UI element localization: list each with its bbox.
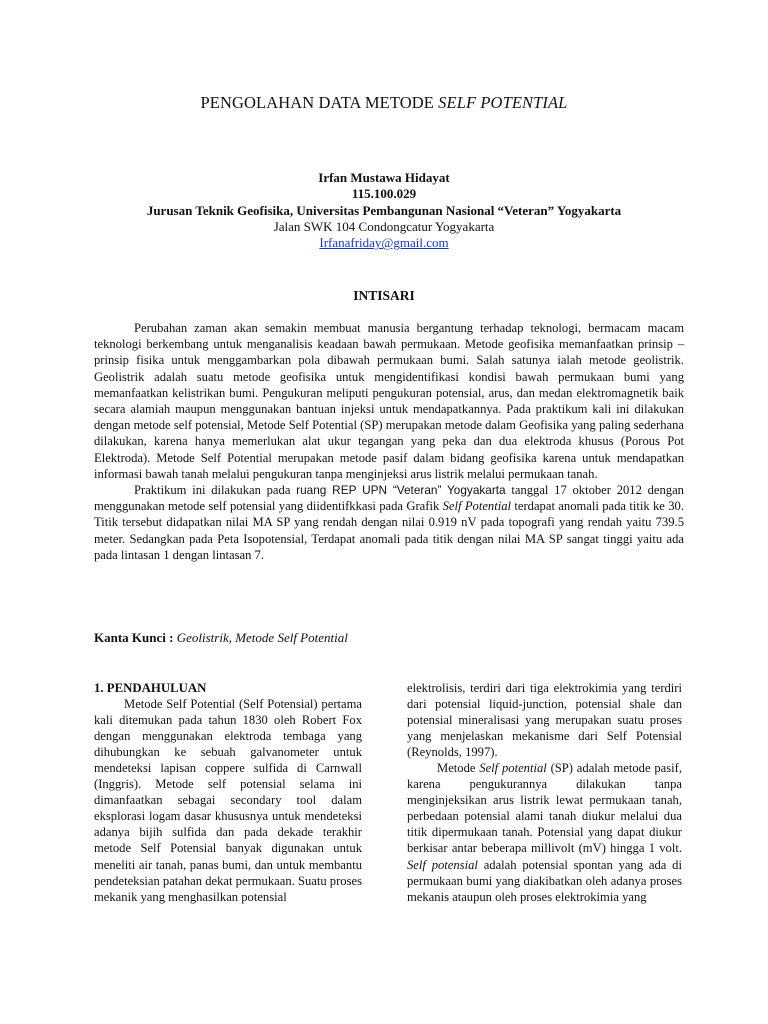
section-1-paragraph-2: elektrolisis, terdiri dari tiga elektrokimia yang terdiri dari potensial liquid-junction, potensial shale dan potensial mineralisasi yang merupakan suatu proses yang menjelaskan mekanisme dari Self Potensial (Reynolds, 1997).	[407, 681, 682, 760]
section-1-heading: 1. PENDAHULUAN	[94, 681, 207, 695]
section-1-p3-part-a: Metode	[437, 761, 476, 776]
column-left	[94, 680, 362, 905]
abstract-body	[94, 320, 684, 563]
author-name: Irfan Mustawa Hidayat	[318, 170, 450, 185]
abstract-p2-part-c: terdapat anomali pada titik ke 30. Titik tersebut didapatkan nilai MA SP yang rendah dengan nilai 0.919 nV pada topografi yang rendah yaitu 739.5 meter. Sedangkan pada Peta Isopotensial, Terdapat anomali pada titik dengan nilai MA SP sangat tinggi yaitu ada pada lintasan 1 dengan lintasan 7.	[94, 499, 684, 562]
keywords-value: Geolistrik, Metode Self Potential	[176, 630, 348, 645]
column-right	[407, 680, 682, 905]
title-italic: SELF POTENTIAL	[438, 93, 568, 112]
author-id: 115.100.029	[351, 186, 417, 202]
abstract-p2-part-a: Praktikum ini dilakukan pada	[134, 483, 291, 498]
paper-title	[0, 93, 768, 113]
keywords-line	[94, 630, 684, 646]
section-1-p3-italic-2: Self potensial	[407, 857, 478, 872]
keywords-label: Kanta Kunci :	[94, 630, 174, 645]
author-email-link[interactable]: Irfanafriday@gmail.com	[319, 235, 449, 251]
section-1-paragraph-3	[407, 760, 682, 904]
section-1-p3-part-b: (SP) adalah metode pasif, karena pengukurannya dilakukan tanpa menginjeksikan arus listrik lewat permukaan tanah, perbedaan potensial alami tanah diukur melalui dua titik dipermukaan tanah. Potensial yang dapat diukur berkisar antar beberapa millivolt (mV) hingga 1 volt.	[407, 761, 682, 856]
section-1-paragraph-1: Metode Self Potential (Self Potensial) pertama kali ditemukan pada tahun 1830 oleh Robert Fox dengan menggunakan elektroda tembaga yang dihubungkan ke sebuah galvanometer untuk mendeteksi lapisan coppere sulfida di Carnwall (Inggris). Metode self potensial selama ini dimanfaatkan sebagai secondary tool dalam eksplorasi logam dasar khususnya untuk mendeteksi adanya bijih sulfida dan pada dekade terakhir metode Self Potensial banyak digunakan untuk meneliti air tanah, panas bumi, dan untuk membantu pendeteksian patahan dekat permukaan. Suatu proses mekanik yang menghasilkan potensial	[94, 697, 362, 904]
author-block	[0, 170, 768, 251]
abstract-p2-italic: Self Potential	[442, 499, 512, 514]
author-address: Jalan SWK 104 Condongcatur Yogyakarta	[273, 218, 495, 234]
title-main: PENGOLAHAN DATA METODE	[200, 93, 434, 112]
abstract-p2-location: ruang REP UPN “Veteran” Yogyakarta	[296, 483, 506, 498]
abstract-paragraph-1: Perubahan zaman akan semakin membuat manusia bergantung terhadap teknologi, bermacam macam teknologi berkembang untuk menganalisis keadaan bawah permukaan. Metode geofisika memanfaatkan prinsip – prinsip fisika untuk menggambarkan pola dibawah permukaan bumi. Salah satunya ialah metode geolistrik. Geolistrik adalah suatu metode geofisika untuk mengidentifikasi kondisi bawah permukaan bumi yang memanfaatkan kelistrikan bumi. Pengukuran meliputi pengukuran potensial, arus, dan medan elektromagnetik baik secara alamiah maupun menggunakan bantuan injeksi untuk mendapatkannya. Pada praktikum kali ini dilakukan dengan metode self potensial, Metode Self Potential (SP) merupakan metode dalam Geofisika yang paling sederhana dilakukan, karena hanya memerlukan alat ukur tegangan yang peka dan dua elektroda khusus (Porous Pot Elektroda). Metode Self Potential merupakan metode pasif dalam bidang geofisika karena untuk mendapatkan informasi bawah tanah melalui pengukuran tanpa menginjeksi arus listrik melalui permukaan tanah.	[94, 321, 684, 481]
section-1-p3-part-c: adalah potensial spontan yang ada di permukaan bumi yang diakibatkan oleh adanya proses mekanis ataupun oleh proses elektrokimia yang	[407, 857, 682, 904]
abstract-paragraph-2	[94, 482, 684, 563]
abstract-heading: INTISARI	[353, 288, 415, 303]
abstract-p2-part-b: tanggal 17 oktober 2012 dengan menggunakan metode self potensial yang diidentifkkasi pada Grafik	[94, 483, 684, 514]
section-1-p3-italic-1: Self potential	[479, 761, 547, 776]
author-affiliation: Jurusan Teknik Geofisika, Universitas Pembangunan Nasional “Veteran” Yogyakarta	[146, 202, 622, 218]
